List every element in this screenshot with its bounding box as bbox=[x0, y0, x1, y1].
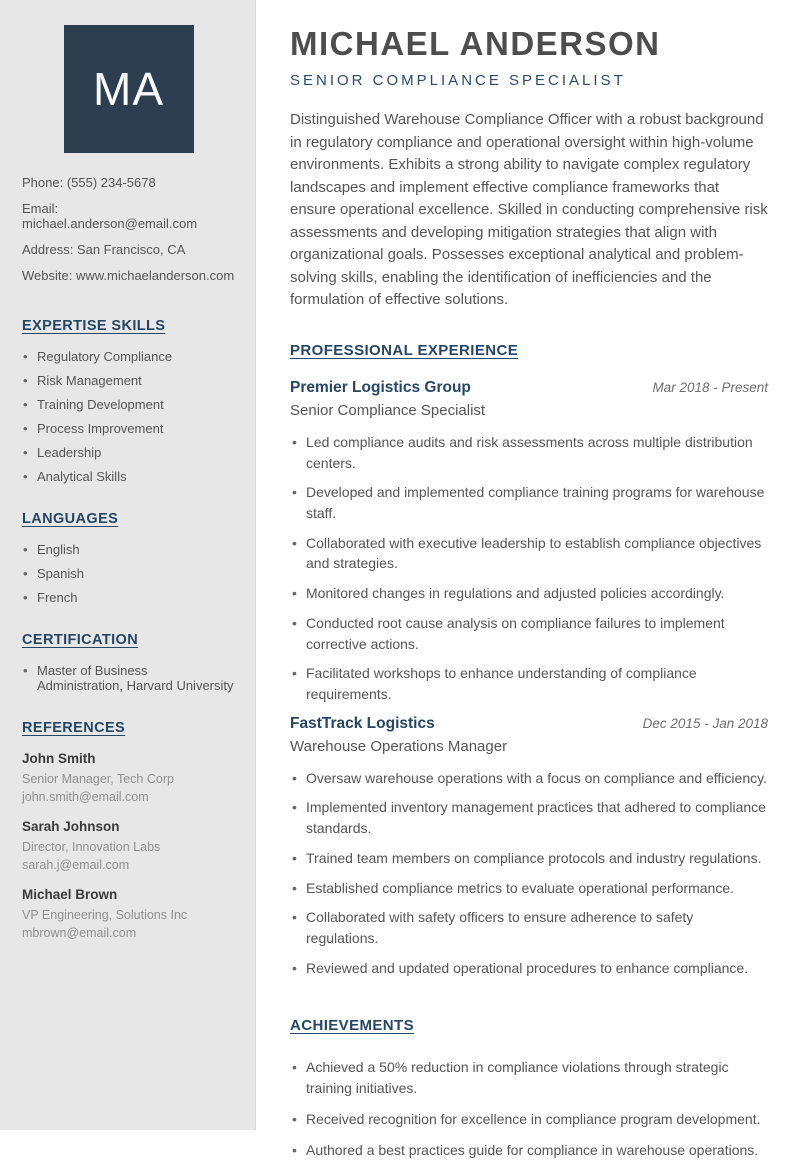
monogram-initials: MA bbox=[93, 63, 164, 115]
job-dates: Mar 2018 - Present bbox=[652, 379, 768, 395]
experience-entry bbox=[290, 379, 768, 705]
skills-section bbox=[22, 317, 235, 484]
references-section bbox=[22, 719, 235, 942]
job-header bbox=[290, 715, 768, 733]
job-bullet: • Collaborated with safety officers to ensure adherence to safety regulations. bbox=[290, 907, 768, 948]
achievement-bullet: • Achieved a 50% reduction in compliance violations through strategic training initiatives. bbox=[290, 1057, 768, 1098]
job-bullet: • Implemented inventory management practices that adhered to compliance standards. bbox=[290, 797, 768, 838]
monogram-avatar bbox=[64, 25, 194, 153]
certification-item: • Master of Business Administration, Harvard University bbox=[22, 663, 235, 693]
job-bullet: • Facilitated workshops to enhance understanding of compliance requirements. bbox=[290, 663, 768, 704]
language-item: • English bbox=[22, 542, 235, 557]
job-bullet: • Developed and implemented compliance training programs for warehouse staff. bbox=[290, 482, 768, 523]
company-name: Premier Logistics Group bbox=[290, 378, 471, 396]
reference-item bbox=[22, 887, 235, 942]
achievement-bullet: • Received recognition for excellence in compliance program development. bbox=[290, 1109, 768, 1130]
achievements-list bbox=[290, 1057, 768, 1160]
job-role: Warehouse Operations Manager bbox=[290, 737, 508, 755]
contact-phone: Phone: (555) 234-5678 bbox=[22, 175, 156, 190]
job-bullet-list bbox=[290, 432, 768, 705]
contact-email: Email: michael.anderson@email.com bbox=[22, 201, 198, 231]
languages-section bbox=[22, 510, 235, 605]
reference-name: John Smith bbox=[22, 751, 96, 766]
job-bullet: • Trained team members on compliance protocols and industry regulations. bbox=[290, 848, 768, 869]
reference-email: sarah.j@email.com bbox=[22, 858, 130, 872]
job-bullet: • Reviewed and updated operational procedures to enhance compliance. bbox=[290, 958, 768, 979]
experience-section-title: PROFESSIONAL EXPERIENCE bbox=[290, 341, 519, 359]
main-content bbox=[290, 0, 768, 1170]
skills-section-title: EXPERTISE SKILLS bbox=[22, 318, 166, 334]
experience-entry bbox=[290, 715, 768, 979]
language-item: • French bbox=[22, 590, 235, 605]
skill-item: • Regulatory Compliance bbox=[22, 349, 235, 364]
job-bullet: • Led compliance audits and risk assessments across multiple distribution centers. bbox=[290, 432, 768, 473]
job-header bbox=[290, 379, 768, 397]
contact-block bbox=[22, 175, 235, 283]
contact-address: Address: San Francisco, CA bbox=[22, 242, 186, 257]
sidebar bbox=[0, 0, 256, 1130]
reference-item bbox=[22, 819, 235, 874]
achievements-section-title: ACHIEVEMENTS bbox=[290, 1017, 414, 1035]
candidate-title: SENIOR COMPLIANCE SPECIALIST bbox=[290, 72, 626, 90]
job-bullet: • Established compliance metrics to evaluate operational performance. bbox=[290, 878, 768, 899]
skill-item: • Leadership bbox=[22, 445, 235, 460]
job-bullet: • Oversaw warehouse operations with a focus on compliance and efficiency. bbox=[290, 768, 768, 789]
skill-item: • Risk Management bbox=[22, 373, 235, 388]
job-bullet: • Monitored changes in regulations and adjusted policies accordingly. bbox=[290, 583, 768, 604]
reference-title: Senior Manager, Tech Corp bbox=[22, 772, 174, 786]
company-name: FastTrack Logistics bbox=[290, 714, 435, 732]
skill-item: • Process Improvement bbox=[22, 421, 235, 436]
job-bullet: • Collaborated with executive leadership to establish compliance objectives and strategies. bbox=[290, 533, 768, 574]
summary-paragraph: Distinguished Warehouse Compliance Officer with a robust background in regulatory compliance and operational oversight within high-volume environments. Exhibits a strong ability to navigate complex regulatory landscapes and implement effective compliance frameworks that ensure operational excellence. Skilled in conducting comprehensive risk assessments and developing mitigation strategies that align with organizational goals. Possesses exceptional analytical and problem-solving skills, enabling the identification of inefficiencies and the formulation of effective solutions. bbox=[290, 111, 768, 309]
achievement-bullet: • Authored a best practices guide for compliance in warehouse operations. bbox=[290, 1140, 768, 1161]
job-dates: Dec 2015 - Jan 2018 bbox=[642, 715, 768, 731]
languages-section-title: LANGUAGES bbox=[22, 511, 119, 527]
contact-website: Website: www.michaelanderson.com bbox=[22, 268, 235, 283]
certification-section-title: CERTIFICATION bbox=[22, 632, 139, 648]
reference-title: Director, Innovation Labs bbox=[22, 840, 161, 854]
skill-item: • Training Development bbox=[22, 397, 235, 412]
job-bullet: • Conducted root cause analysis on compliance failures to implement corrective actions. bbox=[290, 613, 768, 654]
reference-title: VP Engineering, Solutions Inc bbox=[22, 908, 188, 922]
skill-item: • Analytical Skills bbox=[22, 469, 235, 484]
language-item: • Spanish bbox=[22, 566, 235, 581]
job-bullet-list bbox=[290, 768, 768, 979]
candidate-name: MICHAEL ANDERSON bbox=[290, 25, 661, 62]
job-role: Senior Compliance Specialist bbox=[290, 401, 486, 419]
reference-email: john.smith@email.com bbox=[22, 790, 149, 804]
reference-item bbox=[22, 751, 235, 806]
references-section-title: REFERENCES bbox=[22, 720, 126, 736]
reference-name: Michael Brown bbox=[22, 887, 118, 902]
certification-section bbox=[22, 631, 235, 693]
reference-email: mbrown@email.com bbox=[22, 926, 137, 940]
reference-name: Sarah Johnson bbox=[22, 819, 120, 834]
